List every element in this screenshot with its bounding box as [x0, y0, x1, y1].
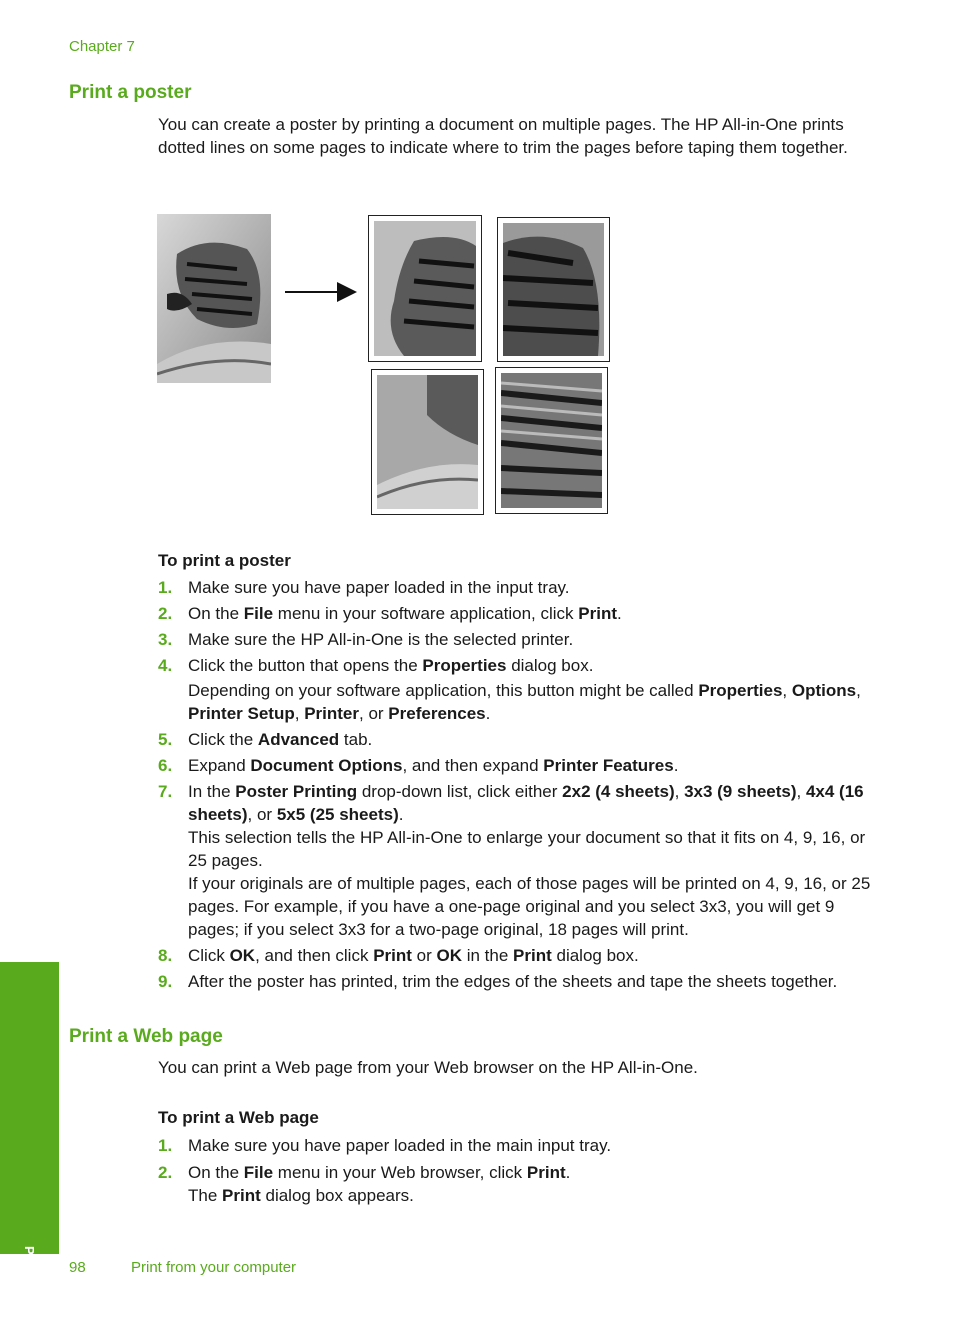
side-tab [0, 962, 59, 1276]
web-page-steps-list [158, 1134, 873, 1207]
step-text: After the poster has printed, trim the edges of the sheets and tape the sheets together. [188, 972, 838, 991]
section-title-print-web-page: Print a Web page [69, 1026, 223, 1047]
page-number: 98 [69, 1259, 86, 1276]
step-text: In the Poster Printing drop-down list, click either 2x2 (4 sheets), 3x3 (9 sheets), 4x4 (16 sheets), or 5x5 (25 sheets). [188, 782, 864, 824]
step-number: 5. [158, 730, 173, 749]
step-note: Depending on your software application, this button might be called Properties, Options, Printer Setup, Printer, or Preferences. [188, 681, 861, 723]
footer-title: Print from your computer [131, 1259, 297, 1276]
original-tiger-image [157, 214, 271, 383]
step-item [158, 602, 873, 625]
step-text: Make sure you have paper loaded in the main input tray. [188, 1136, 612, 1155]
step-item [158, 576, 873, 599]
arrow-icon [285, 280, 357, 304]
poster-illustration [157, 214, 617, 516]
poster-intro: You can create a poster by printing a document on multiple pages. The HP All-in-One prints dotted lines on some pages to indicate where to trim the pages before taping them together. [158, 115, 848, 157]
step-item [158, 728, 873, 751]
step-item [158, 628, 873, 651]
step-item [158, 1134, 873, 1157]
step-text: On the File menu in your Web browser, click Print. [188, 1163, 571, 1182]
step-number: 8. [158, 946, 173, 965]
step-number: 9. [158, 972, 173, 991]
step-text: Click the button that opens the Properties dialog box. [188, 656, 594, 675]
step-number: 1. [158, 578, 173, 597]
procedure-title-poster: To print a poster [158, 551, 291, 570]
step-item [158, 754, 873, 777]
step-note: This selection tells the HP All-in-One to enlarge your document so that it fits on 4, 9, 16, or 25 pages. [188, 828, 866, 870]
poster-sheet-1-image [374, 221, 476, 356]
chapter-label: Chapter 7 [69, 38, 135, 55]
poster-steps-list [158, 576, 873, 993]
step-text: Expand Document Options, and then expand Printer Features. [188, 756, 679, 775]
procedure-title-web-page: To print a Web page [158, 1108, 319, 1127]
poster-sheet-1 [368, 215, 482, 362]
step-number: 1. [158, 1136, 173, 1155]
step-note: If your originals are of multiple pages, each of those pages will be printed on 4, 9, 16, or 25 pages. For example, if you have a one-page original and you select 3x3, you will get 9 pages; if you select 3x3 for a two-page original, 18 pages will print. [188, 874, 871, 939]
step-item [158, 1161, 873, 1207]
step-item [158, 654, 873, 725]
step-number: 6. [158, 756, 173, 775]
step-number: 2. [158, 604, 173, 623]
step-number: 4. [158, 656, 173, 675]
step-text: Click the Advanced tab. [188, 730, 373, 749]
poster-sheet-2 [497, 217, 610, 362]
web-page-intro: You can print a Web page from your Web browser on the HP All-in-One. [158, 1058, 698, 1077]
step-note: The Print dialog box appears. [188, 1186, 414, 1205]
step-number: 2. [158, 1163, 173, 1182]
step-text: Make sure the HP All-in-One is the selected printer. [188, 630, 574, 649]
step-number: 3. [158, 630, 173, 649]
step-text: On the File menu in your software application, click Print. [188, 604, 622, 623]
step-item [158, 970, 873, 993]
side-tab-label: Print [22, 1246, 37, 1276]
step-item [158, 780, 873, 941]
poster-sheet-2-image [503, 223, 604, 356]
step-number: 7. [158, 782, 173, 801]
step-text: Make sure you have paper loaded in the input tray. [188, 578, 570, 597]
poster-sheet-3-image [377, 375, 478, 509]
section-title-print-poster: Print a poster [69, 82, 192, 103]
poster-sheet-3 [371, 369, 484, 515]
poster-sheet-4-image [501, 373, 602, 508]
poster-sheet-4 [495, 367, 608, 514]
step-item [158, 944, 873, 967]
step-text: Click OK, and then click Print or OK in the Print dialog box. [188, 946, 639, 965]
